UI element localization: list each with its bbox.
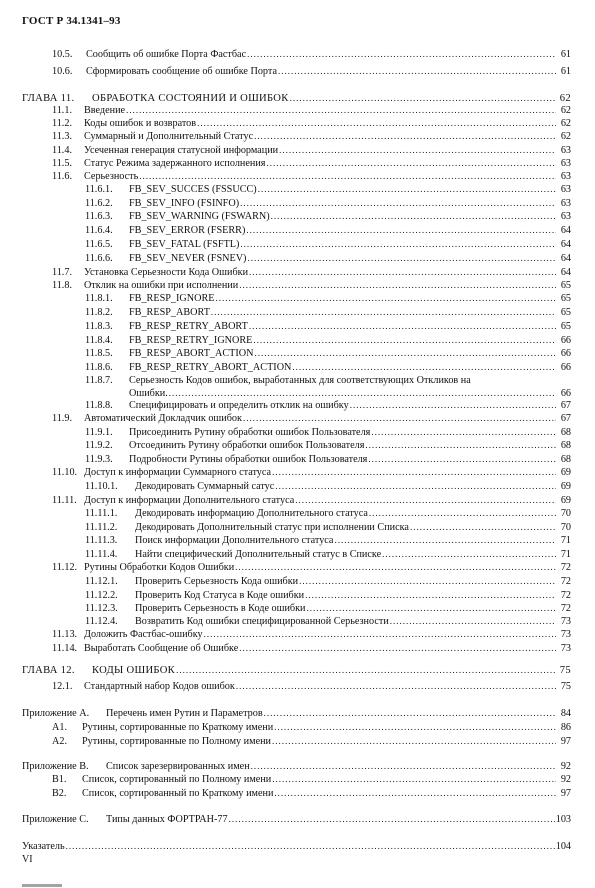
toc-entry-title: Указатель [22, 841, 65, 852]
toc-entry[interactable] [52, 48, 571, 61]
toc-entry-number: 11.9.2. [85, 440, 113, 451]
toc-entry-page: 73 [560, 629, 571, 640]
toc-entry-number: 11.8.5. [85, 348, 113, 359]
toc-entry-number: 11.6.3. [85, 211, 113, 222]
toc-entry-title: Декодировать Дополнительный статус при исполнении Списка [135, 522, 409, 533]
toc-entry-title: FB_SEV_ERROR (FSERR) [129, 225, 246, 236]
toc-entry-number: 11.5. [52, 158, 72, 169]
toc-entry-number: Приложение В. [22, 761, 89, 772]
toc-entry[interactable] [52, 735, 571, 748]
toc-entry-page: 68 [560, 440, 571, 451]
toc-entry-page: 72 [560, 603, 571, 614]
toc-entry[interactable] [52, 170, 571, 183]
toc-entry-number: 11.12.3. [85, 603, 118, 614]
toc-entry-number: 11.6.6. [85, 253, 113, 264]
toc-entry-title: Список, сортированный по Полному имени [82, 774, 272, 785]
toc-entry-page: 69 [560, 467, 571, 478]
toc-entry[interactable] [85, 197, 571, 210]
toc-entry-number: 11.8.8. [85, 400, 113, 411]
toc-entry-page: 86 [560, 722, 571, 733]
toc-entry-page: 103 [555, 814, 571, 825]
toc-entry-title: Установка Серьезности Кода Ошибки [84, 267, 249, 278]
toc-entry-page: 67 [560, 413, 571, 424]
toc-entry-title: Отклик на ошибки при исполнении [84, 280, 239, 291]
toc-entry-page: 63 [560, 158, 571, 169]
toc-entry-page: 66 [560, 348, 571, 359]
toc-entry-title: Возвратить Код ошибки специфицированной Серьезности [135, 616, 389, 627]
toc-entry-page: 92 [560, 761, 571, 772]
toc-entry-page: 73 [560, 616, 571, 627]
toc-entry-page: 71 [560, 535, 571, 546]
toc-entry-number: 11.14. [52, 643, 78, 654]
dot-leader [239, 279, 556, 292]
toc-entry[interactable] [22, 840, 571, 853]
toc-entry-title: FB_RESP_ABORT [129, 307, 210, 318]
toc-entry-page: 84 [560, 708, 571, 719]
toc-entry-title: FB_RESP_ABORT_ACTION [129, 348, 254, 359]
toc-entry[interactable] [85, 480, 571, 493]
toc-entry[interactable] [85, 439, 571, 452]
dot-leader [249, 320, 556, 333]
toc-entry-number: В2. [52, 788, 67, 799]
dot-leader [240, 197, 556, 210]
dot-leader [247, 252, 556, 265]
toc-entry-number: ГЛАВА 12. [22, 665, 75, 676]
toc-entry-number: 11.8.7. [85, 375, 113, 386]
toc-entry[interactable] [85, 507, 571, 520]
toc-entry[interactable] [85, 615, 571, 628]
toc-entry-title: Типы данных ФОРТРАН-77 [106, 814, 228, 825]
toc-entry-number: 11.13. [52, 629, 78, 640]
dot-leader [66, 840, 555, 853]
toc-entry-page: 63 [560, 171, 571, 182]
toc-entry[interactable] [85, 375, 571, 387]
toc-entry[interactable] [85, 534, 571, 547]
toc-entry-page: 66 [560, 388, 571, 399]
toc-entry[interactable] [85, 602, 571, 615]
toc-entry-title: Введение [84, 105, 126, 116]
toc-entry[interactable] [85, 548, 571, 561]
dot-leader [368, 453, 556, 466]
toc-entry[interactable] [52, 561, 571, 574]
dot-leader [254, 130, 556, 143]
dot-leader [139, 170, 556, 183]
toc-entry-number: 11.2. [52, 118, 72, 129]
toc-entry-number: 11.6. [52, 171, 72, 182]
toc-entry-number: 11.10. [52, 467, 78, 478]
toc-entry-number: 11.4. [52, 145, 72, 156]
toc-entry-title: Найти специфический Дополнительный статус в Списке [135, 549, 382, 560]
toc-entry-number: 11.7. [52, 267, 72, 278]
toc-entry[interactable] [52, 65, 571, 78]
dot-leader [271, 210, 556, 223]
toc-entry-page: 75 [560, 681, 571, 692]
dot-leader [235, 561, 556, 574]
toc-entry-number: А1. [52, 722, 67, 733]
toc-entry[interactable] [85, 210, 571, 223]
toc-entry-title: Список, сортированный по Краткому имени [82, 788, 274, 799]
dot-leader [126, 104, 556, 117]
toc-entry-title: Поиск информации Дополнительного статуса [135, 535, 334, 546]
dot-leader [240, 238, 556, 251]
toc-entry-number: 11.3. [52, 131, 72, 142]
toc-entry-title-line2: Ошибки. [129, 388, 168, 399]
dot-leader [266, 157, 556, 170]
toc-entry-page: 70 [560, 508, 571, 519]
toc-entry[interactable] [85, 292, 571, 305]
toc-entry-page: 64 [560, 267, 571, 278]
dot-leader [305, 589, 556, 602]
dot-leader [382, 548, 556, 561]
toc-entry-number: 11.8.2. [85, 307, 113, 318]
toc-entry-title: Присоединить Рутину обработки ошибок Пользователя [129, 427, 371, 438]
toc-entry-title: Список зарезервированных имен [106, 761, 250, 772]
toc-entry-title: Сформировать сообщение об ошибке Порта [86, 66, 277, 77]
toc-entry-title: КОДЫ ОШИБОК [92, 665, 176, 676]
toc-entry-number: 11.12.4. [85, 616, 118, 627]
toc-entry-title: Выработать Сообщение об Ошибке [84, 643, 239, 654]
toc-entry[interactable] [85, 361, 571, 374]
dot-leader [215, 292, 556, 305]
toc-entry-number: 11.11.1. [85, 508, 118, 519]
toc-entry[interactable] [85, 306, 571, 319]
toc-entry[interactable] [52, 628, 571, 641]
toc-entry-page: 63 [560, 184, 571, 195]
toc-entry[interactable] [22, 707, 571, 720]
toc-entry-number: 11.6.2. [85, 198, 113, 209]
toc-entry-page: 62 [560, 118, 571, 129]
toc-entry-page: 62 [559, 93, 571, 104]
dot-leader [243, 412, 556, 425]
toc-entry-page: 69 [560, 481, 571, 492]
toc-entry-page: 70 [560, 522, 571, 533]
toc-entry-number: 11.8.1. [85, 293, 113, 304]
toc-entry-number: 11.6.4. [85, 225, 113, 236]
toc-entry-number: 11.8. [52, 280, 72, 291]
toc-entry-title: ОБРАБОТКА СОСТОЯНИЙ И ОШИБОК [92, 93, 289, 104]
toc-entry-title: Коды ошибок и возвратов [84, 118, 197, 129]
toc-entry-title: Автоматический Докладчик ошибок [84, 413, 242, 424]
dot-leader [279, 144, 556, 157]
toc-entry-number: ГЛАВА 11. [22, 93, 75, 104]
toc-entry[interactable] [52, 412, 571, 425]
toc-entry-number: 10.6. [52, 66, 73, 77]
toc-entry-page: 61 [560, 49, 571, 60]
toc-entry-number: 11.9.3. [85, 454, 113, 465]
toc-entry[interactable] [85, 334, 571, 347]
toc-entry-number: 11.12.1. [85, 576, 118, 587]
dot-leader [292, 361, 556, 374]
toc-entry-title: Рутины, сортированные по Полному имени [82, 736, 271, 747]
toc-entry-number: 11.9. [52, 413, 72, 424]
toc-entry[interactable] [85, 589, 571, 602]
toc-entry-page: 66 [560, 362, 571, 373]
toc-entry-number: 11.1. [52, 105, 72, 116]
toc-entry-number: 11.6.5. [85, 239, 113, 250]
toc-entry[interactable] [85, 252, 571, 265]
toc-entry-title: FB_RESP_RETRY_ABORT_ACTION [129, 362, 292, 373]
dot-leader [251, 760, 556, 773]
toc-entry-title: FB_RESP_IGNORE [129, 293, 215, 304]
toc-entry-title: Доступ к информации Суммарного статуса [84, 467, 272, 478]
toc-entry-number: А2. [52, 736, 67, 747]
dot-leader [272, 735, 556, 748]
dot-leader [307, 602, 557, 615]
toc-entry-title: Декодировать информацию Дополнительного статуса [135, 508, 368, 519]
toc-entry-page: 66 [560, 335, 571, 346]
toc-entry-title: Доступ к информации Дополнительного статуса [84, 495, 295, 506]
dot-leader [239, 642, 556, 655]
toc-entry[interactable] [22, 760, 571, 773]
toc-entry-page: 68 [560, 454, 571, 465]
toc-entry-page: 92 [560, 774, 571, 785]
toc-entry-number: Приложение А. [22, 708, 90, 719]
toc-entry-title: Суммарный и Дополнительный Статус [84, 131, 254, 142]
toc-entry-page: 63 [560, 145, 571, 156]
dot-leader [350, 399, 556, 412]
dot-leader [176, 664, 556, 677]
toc-entry-title: FB_RESP_RETRY_ABORT [129, 321, 248, 332]
toc-entry-page: 72 [560, 590, 571, 601]
toc-entry-title: Перечень имен Рутин и Параметров [106, 708, 263, 719]
dot-leader [274, 721, 556, 734]
toc-entry[interactable] [52, 466, 571, 479]
toc-entry[interactable] [52, 266, 571, 279]
toc-entry-title: Декодировать Суммарный сатус [135, 481, 275, 492]
dot-leader [249, 266, 556, 279]
dot-leader [365, 439, 556, 452]
dot-leader [253, 334, 556, 347]
toc-entry-number: 11.12. [52, 562, 78, 573]
toc-entry-title: Серьезность [84, 171, 139, 182]
toc-entry-title: FB_SEV_SUCCES (FSSUCC) [129, 184, 257, 195]
toc-entry[interactable] [52, 157, 571, 170]
toc-entry-title: Отсоединить Рутину обработки ошибок Пользователя [129, 440, 365, 451]
dot-leader [278, 65, 556, 78]
toc-entry-title: Рутины Обработки Кодов Ошибки [84, 562, 235, 573]
toc-entry-number: Приложение С. [22, 814, 89, 825]
toc-entry[interactable] [52, 279, 571, 292]
dot-leader [246, 224, 556, 237]
toc-entry-title: FB_SEV_INFO (FSINFO) [129, 198, 240, 209]
toc-entry-title: Сообщить об ошибке Порта Фастбас [86, 49, 247, 60]
toc-entry-page: 65 [560, 307, 571, 318]
toc-entry-number: 12.1. [52, 681, 73, 692]
toc-entry-page: 61 [560, 66, 571, 77]
toc-entry-title: Стандартный набор Кодов ошибок [84, 681, 235, 692]
toc-entry[interactable] [52, 787, 571, 800]
toc-entry-title: FB_SEV_NEVER (FSNEV) [129, 253, 247, 264]
page-header: ГОСТ Р 34.1341–93 [22, 15, 121, 27]
toc-entry[interactable] [85, 521, 571, 534]
toc-entry[interactable] [85, 224, 571, 237]
dot-leader [229, 813, 555, 826]
toc-entry-number: 11.10.1. [85, 481, 118, 492]
toc-entry-page: 68 [560, 427, 571, 438]
toc-entry-page: 67 [560, 400, 571, 411]
page-number-roman: VI [22, 854, 33, 865]
toc-entry[interactable] [85, 183, 571, 196]
dot-leader [255, 347, 557, 360]
toc-entry-page: 63 [560, 198, 571, 209]
toc-entry-number: В1. [52, 774, 67, 785]
toc-entry-page: 64 [560, 239, 571, 250]
toc-entry-page: 104 [555, 841, 571, 852]
toc-entry[interactable] [52, 144, 571, 157]
dot-leader [204, 628, 556, 641]
toc-entry-page: 63 [560, 211, 571, 222]
toc-entry-title: FB_SEV_FATAL (FSFTL) [129, 239, 240, 250]
dot-leader [272, 773, 556, 786]
toc-entry-title: Проверить Код Статуса в Коде ошибки [135, 590, 305, 601]
dot-leader [258, 183, 556, 196]
toc-entry-number: 11.8.4. [85, 335, 113, 346]
toc-entry-page: 69 [560, 495, 571, 506]
toc-entry-page: 65 [560, 321, 571, 332]
toc-entry-title: Подробности Рутины обработки ошибок Пользователя [129, 454, 368, 465]
toc-entry-title: Рутины, сортированные по Краткому имени [82, 722, 274, 733]
dot-leader [299, 575, 556, 588]
toc-entry[interactable] [85, 320, 571, 333]
dot-leader [334, 534, 556, 547]
toc-entry[interactable] [52, 721, 571, 734]
toc-entry[interactable] [85, 426, 571, 439]
toc-entry-title: Статус Режима задержанного исполнения [84, 158, 266, 169]
toc-entry-title: FB_SEV_WARNING (FSWARN) [129, 211, 270, 222]
toc-entry-number: 11.11.4. [85, 549, 118, 560]
dot-leader [264, 707, 556, 720]
dot-leader [410, 521, 556, 534]
scan-mark [22, 884, 62, 887]
toc-entry-title: Доложить Фастбас-ошибку [84, 629, 203, 640]
toc-entry[interactable] [52, 117, 571, 130]
toc-entry-page: 64 [560, 225, 571, 236]
toc-entry[interactable] [85, 238, 571, 251]
toc-entry[interactable] [22, 813, 571, 826]
toc-entry-number: 11.11.3. [85, 535, 118, 546]
toc-entry-number: 11.11.2. [85, 522, 118, 533]
toc-entry-title: Усеченная генерация статусной информации [84, 145, 279, 156]
dot-leader [247, 48, 556, 61]
toc-entry-number: 10.5. [52, 49, 73, 60]
toc-entry-title: Проверить Серьезность Кода ошибки [135, 576, 299, 587]
toc-entry-page: 97 [560, 788, 571, 799]
toc-entry[interactable] [85, 399, 571, 412]
toc-entry[interactable] [85, 575, 571, 588]
toc-entry-number: 11.11. [52, 495, 77, 506]
toc-entry-number: 11.8.6. [85, 362, 113, 373]
dot-leader [371, 426, 556, 439]
dot-leader [236, 680, 556, 693]
toc-entry-number: 11.6.1. [85, 184, 113, 195]
toc-entry-title: Проверить Серьезность в Коде ошибки [135, 603, 306, 614]
dot-leader [295, 494, 556, 507]
dot-leader [197, 117, 556, 130]
dot-leader [272, 466, 556, 479]
toc-entry-page: 64 [560, 253, 571, 264]
toc-entry[interactable] [52, 773, 571, 786]
toc-entry-number: 11.9.1. [85, 427, 113, 438]
toc-entry-page: 72 [560, 576, 571, 587]
toc-entry-page: 97 [560, 736, 571, 747]
toc-entry[interactable] [22, 664, 571, 677]
toc-entry-number: 11.8.3. [85, 321, 113, 332]
toc-entry-page: 62 [560, 131, 571, 142]
toc-entry-page: 72 [560, 562, 571, 573]
dot-leader [275, 480, 556, 493]
toc-entry[interactable] [52, 642, 571, 655]
dot-leader [369, 507, 556, 520]
toc-entry[interactable] [52, 130, 571, 143]
toc-entry-page: 62 [560, 105, 571, 116]
dot-leader [274, 787, 556, 800]
toc-entry[interactable] [52, 104, 571, 117]
toc-entry-page: 71 [560, 549, 571, 560]
toc-entry-title: Специфицировать и определить отклик на ошибку [129, 400, 349, 411]
dot-leader [211, 306, 556, 319]
toc-entry-page: 65 [560, 280, 571, 291]
toc-entry-number: 11.12.2. [85, 590, 118, 601]
toc-entry-page: 65 [560, 293, 571, 304]
toc-entry[interactable] [85, 453, 571, 466]
dot-leader [390, 615, 556, 628]
toc-entry-title: FB_RESP_RETRY_IGNORE [129, 335, 253, 346]
toc-entry[interactable] [52, 494, 571, 507]
toc-entry-page: 73 [560, 643, 571, 654]
toc-entry[interactable] [52, 680, 571, 693]
toc-entry[interactable] [85, 347, 571, 360]
toc-entry-page: 75 [559, 665, 571, 676]
toc-entry-title: Серьезность Кодов ошибок, выработанных для соответствующих Откликов на [129, 375, 471, 386]
